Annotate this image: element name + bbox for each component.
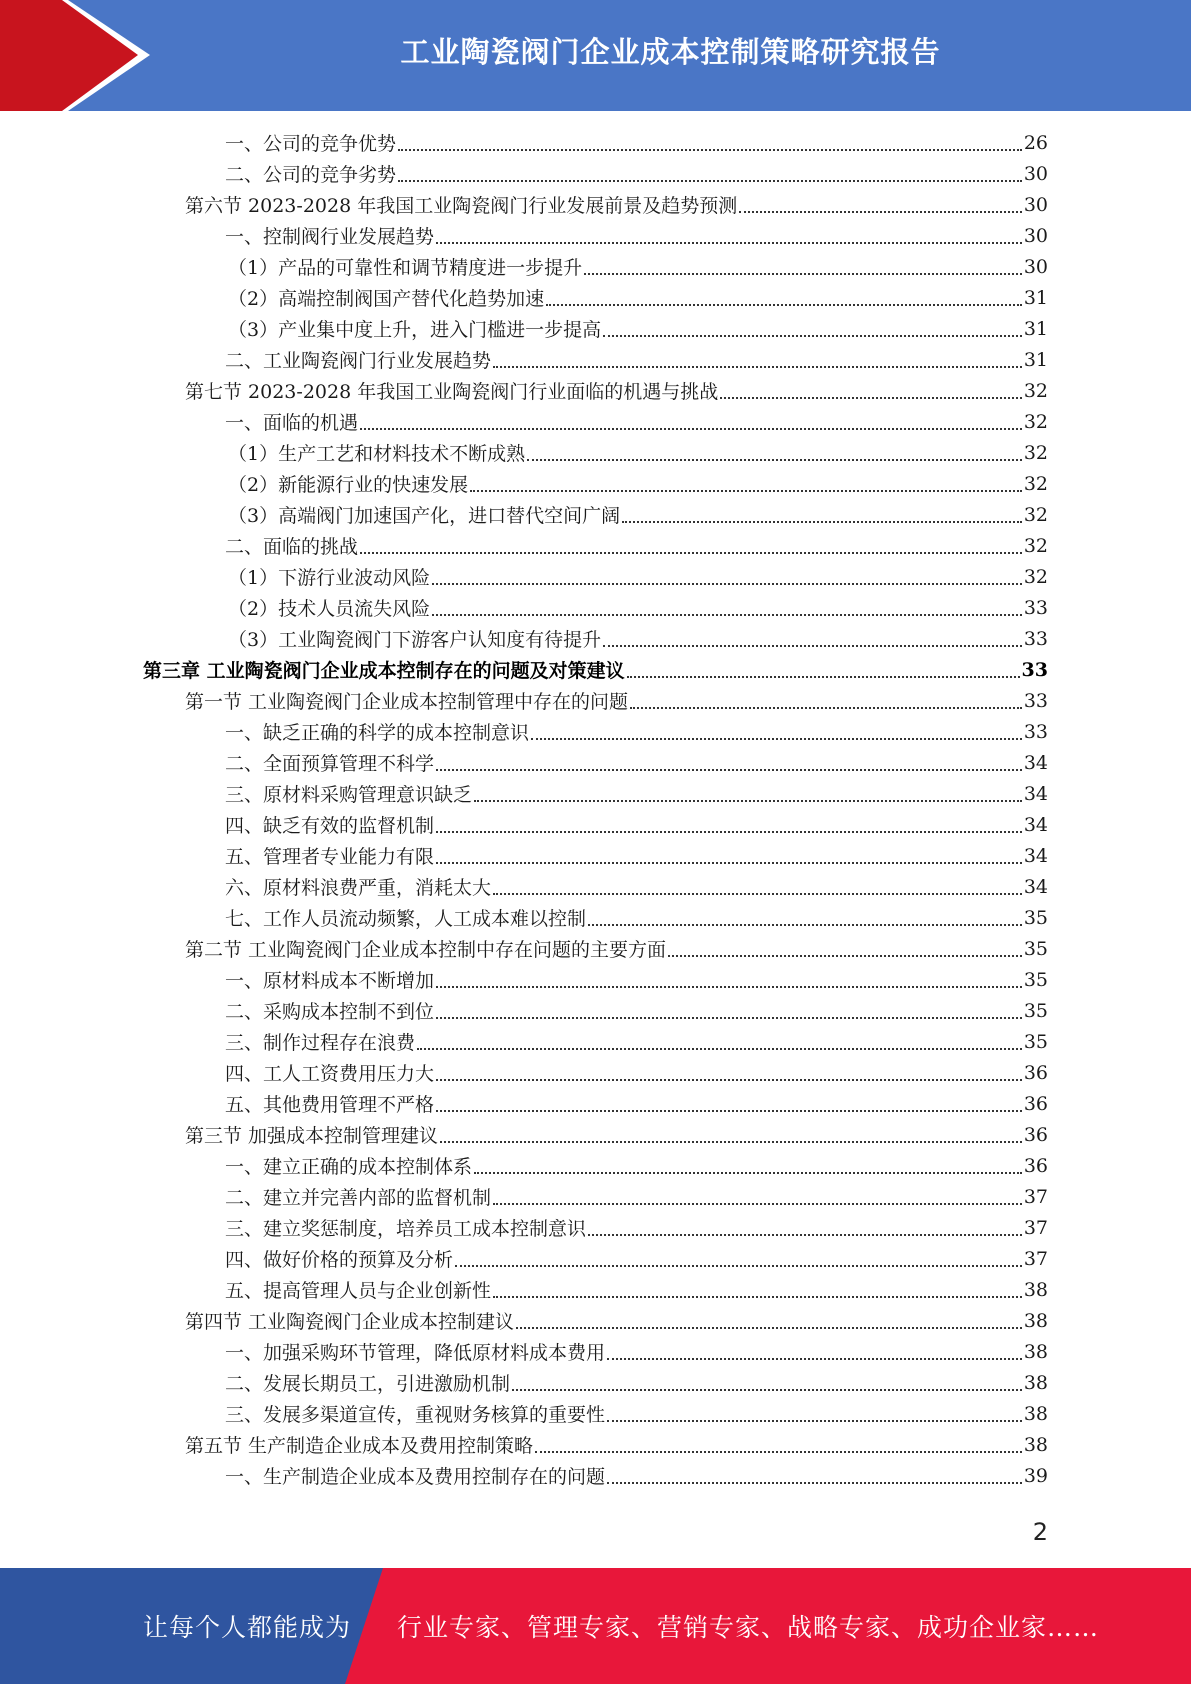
toc-entry-title: 三、发展多渠道宣传，重视财务核算的重要性	[225, 1404, 606, 1426]
toc-entry-title: 一、控制阀行业发展趋势	[225, 226, 435, 248]
toc-dot-leader	[474, 1172, 1022, 1174]
toc-subsection-entry[interactable]	[225, 1088, 1048, 1119]
toc-dot-leader	[436, 1110, 1022, 1112]
toc-entry-title: 第七节 2023-2028 年我国工业陶瓷阀门行业面临的机遇与挑战	[185, 381, 719, 403]
toc-entry-title: 二、建立并完善内部的监督机制	[225, 1187, 492, 1209]
toc-subsection-entry[interactable]	[225, 1181, 1048, 1212]
toc-subsection-entry[interactable]	[225, 1243, 1048, 1274]
toc-entry-title: 一、面临的机遇	[225, 412, 359, 434]
toc-dot-leader	[627, 676, 1020, 678]
toc-dot-leader	[603, 335, 1022, 337]
toc-dot-leader	[527, 459, 1022, 461]
toc-entry-title: （1）下游行业波动风险	[228, 567, 431, 589]
toc-dot-leader	[516, 1327, 1022, 1329]
toc-entry-title: 二、工业陶瓷阀门行业发展趋势	[225, 350, 492, 372]
toc-entry-page: 37	[1023, 1185, 1048, 1208]
toc-dot-leader	[436, 1017, 1022, 1019]
toc-subsection-entry[interactable]	[225, 1336, 1048, 1367]
toc-dot-leader	[535, 1451, 1022, 1453]
toc-subsection-entry[interactable]	[225, 1398, 1048, 1429]
toc-entry-title: 六、原材料浪费严重，消耗太大	[225, 877, 492, 899]
toc-entry-page: 33	[1021, 658, 1048, 681]
toc-entry-page: 31	[1023, 286, 1048, 309]
toc-dot-leader	[436, 242, 1022, 244]
toc-dot-leader	[607, 1482, 1022, 1484]
toc-entry-page: 38	[1023, 1402, 1048, 1425]
toc-entry-page: 36	[1023, 1154, 1048, 1177]
toc-entry-page: 38	[1023, 1278, 1048, 1301]
toc-entry-title: （3）高端阀门加速国产化，进口替代空间广阔	[228, 505, 621, 527]
toc-subsection-entry[interactable]	[225, 716, 1048, 747]
toc-entry-page: 30	[1023, 193, 1048, 216]
page-header	[0, 0, 1191, 111]
toc-entry-page: 38	[1023, 1433, 1048, 1456]
toc-subsection-entry[interactable]	[228, 592, 1048, 623]
toc-dot-leader	[432, 583, 1022, 585]
toc-dot-leader	[436, 769, 1022, 771]
toc-dot-leader	[607, 1358, 1022, 1360]
toc-entry-page: 26	[1023, 131, 1048, 154]
toc-entry-title: 三、制作过程存在浪费	[225, 1032, 416, 1054]
toc-subsection-entry[interactable]	[225, 840, 1048, 871]
toc-entry-page: 32	[1023, 534, 1048, 557]
toc-entry-title: 第三节 加强成本控制管理建议	[185, 1125, 439, 1147]
toc-dot-leader	[493, 1296, 1022, 1298]
toc-entry-page: 35	[1023, 937, 1048, 960]
toc-subsection-entry[interactable]	[225, 809, 1048, 840]
toc-entry-page: 38	[1023, 1371, 1048, 1394]
page-number: 2	[1032, 1518, 1048, 1546]
toc-entry-title: 四、工人工资费用压力大	[225, 1063, 435, 1085]
toc-entry-title: 一、建立正确的成本控制体系	[225, 1156, 473, 1178]
toc-dot-leader	[398, 180, 1022, 182]
toc-entry-title: 一、原材料成本不断增加	[225, 970, 435, 992]
toc-dot-leader	[622, 521, 1022, 523]
toc-entry-title: 第二节 工业陶瓷阀门企业成本控制中存在问题的主要方面	[185, 939, 667, 961]
toc-entry-title: 二、采购成本控制不到位	[225, 1001, 435, 1023]
footer-slogan-left: 让每个人都能成为	[143, 1613, 352, 1642]
toc-entry-title: （1）生产工艺和材料技术不断成熟	[228, 443, 526, 465]
toc-entry-page: 32	[1023, 410, 1048, 433]
toc-entry-page: 32	[1023, 472, 1048, 495]
toc-subsection-entry[interactable]	[228, 282, 1048, 313]
toc-dot-leader	[720, 397, 1022, 399]
toc-dot-leader	[493, 893, 1022, 895]
toc-dot-leader	[603, 645, 1022, 647]
toc-entry-title: 七、工作人员流动频繁，人工成本难以控制	[225, 908, 587, 930]
toc-entry-page: 33	[1023, 720, 1048, 743]
page-footer	[0, 1568, 1191, 1684]
toc-entry-title: 一、生产制造企业成本及费用控制存在的问题	[225, 1466, 606, 1488]
toc-entry-page: 36	[1023, 1061, 1048, 1084]
toc-dot-leader	[531, 738, 1022, 740]
toc-dot-leader	[588, 924, 1022, 926]
toc-entry-title: 第三章 工业陶瓷阀门企业成本控制存在的问题及对策建议	[143, 660, 625, 682]
toc-subsection-entry[interactable]	[225, 1212, 1048, 1243]
toc-entry-title: 一、缺乏正确的科学的成本控制意识	[225, 722, 530, 744]
toc-dot-leader	[470, 490, 1022, 492]
toc-subsection-entry[interactable]	[225, 220, 1048, 251]
toc-entry-title: （2）技术人员流失风险	[228, 598, 431, 620]
toc-entry-page: 34	[1023, 782, 1048, 805]
toc-entry-page: 32	[1023, 503, 1048, 526]
toc-entry-title: 三、建立奖惩制度，培养员工成本控制意识	[225, 1218, 587, 1240]
toc-dot-leader	[398, 149, 1022, 151]
toc-entry-page: 39	[1023, 1464, 1048, 1487]
toc-entry-title: 五、管理者专业能力有限	[225, 846, 435, 868]
toc-dot-leader	[474, 800, 1022, 802]
toc-dot-leader	[546, 304, 1022, 306]
toc-entry-title: 二、发展长期员工，引进激励机制	[225, 1373, 511, 1395]
toc-entry-title: （1）产品的可靠性和调节精度进一步提升	[228, 257, 583, 279]
toc-dot-leader	[436, 862, 1022, 864]
toc-entry-page: 35	[1023, 906, 1048, 929]
toc-subsection-entry[interactable]	[225, 1026, 1048, 1057]
toc-subsection-entry[interactable]	[225, 747, 1048, 778]
toc-entry-page: 33	[1023, 689, 1048, 712]
toc-entry-page: 34	[1023, 844, 1048, 867]
toc-entry-page: 35	[1023, 999, 1048, 1022]
toc-entry-page: 33	[1023, 596, 1048, 619]
toc-subsection-entry[interactable]	[228, 437, 1048, 468]
toc-subsection-entry[interactable]	[225, 530, 1048, 561]
toc-dot-leader	[588, 1234, 1022, 1236]
toc-entry-page: 38	[1023, 1309, 1048, 1332]
toc-section-entry[interactable]	[185, 933, 1048, 964]
toc-dot-leader	[436, 986, 1022, 988]
toc-subsection-entry[interactable]	[225, 127, 1048, 158]
toc-entry-title: 三、原材料采购管理意识缺乏	[225, 784, 473, 806]
toc-entry-page: 30	[1023, 224, 1048, 247]
toc-entry-title: 第一节 工业陶瓷阀门企业成本控制管理中存在的问题	[185, 691, 629, 713]
toc-entry-page: 34	[1023, 751, 1048, 774]
toc-entry-page: 31	[1023, 317, 1048, 340]
toc-entry-title: 五、提高管理人员与企业创新性	[225, 1280, 492, 1302]
toc-section-entry[interactable]	[185, 1305, 1048, 1336]
toc-subsection-entry[interactable]	[225, 406, 1048, 437]
toc-subsection-entry[interactable]	[225, 964, 1048, 995]
toc-dot-leader	[360, 428, 1022, 430]
toc-subsection-entry[interactable]	[228, 499, 1048, 530]
toc-entry-page: 34	[1023, 813, 1048, 836]
toc-entry-page: 36	[1023, 1123, 1048, 1146]
toc-section-entry[interactable]	[185, 375, 1048, 406]
toc-subsection-entry[interactable]	[228, 251, 1048, 282]
toc-subsection-entry[interactable]	[228, 623, 1048, 654]
toc-chapter-entry[interactable]	[143, 654, 1048, 685]
toc-entry-page: 30	[1023, 255, 1048, 278]
toc-entry-title: 二、公司的竞争劣势	[225, 164, 397, 186]
toc-entry-title: 二、面临的挑战	[225, 536, 359, 558]
toc-entry-page: 33	[1023, 627, 1048, 650]
toc-entry-title: 一、加强采购环节管理，降低原材料成本费用	[225, 1342, 606, 1364]
toc-entry-page: 30	[1023, 162, 1048, 185]
toc-subsection-entry[interactable]	[225, 995, 1048, 1026]
toc-section-entry[interactable]	[185, 685, 1048, 716]
toc-section-entry[interactable]	[185, 1429, 1048, 1460]
toc-entry-title: 五、其他费用管理不严格	[225, 1094, 435, 1116]
toc-subsection-entry[interactable]	[228, 561, 1048, 592]
toc-subsection-entry[interactable]	[228, 468, 1048, 499]
toc-subsection-entry[interactable]	[225, 1274, 1048, 1305]
toc-entry-page: 36	[1023, 1092, 1048, 1115]
report-title: 工业陶瓷阀门企业成本控制策略研究报告	[400, 34, 941, 69]
toc-entry-page: 32	[1023, 441, 1048, 464]
toc-entry-title: 一、公司的竞争优势	[225, 133, 397, 155]
toc-entry-page: 32	[1023, 379, 1048, 402]
toc-subsection-entry[interactable]	[225, 778, 1048, 809]
toc-dot-leader	[493, 366, 1022, 368]
toc-dot-leader	[668, 955, 1022, 957]
toc-dot-leader	[512, 1389, 1022, 1391]
toc-dot-leader	[493, 1203, 1022, 1205]
toc-subsection-entry[interactable]	[225, 871, 1048, 902]
toc-entry-title: 二、全面预算管理不科学	[225, 753, 435, 775]
toc-entry-title: （2）新能源行业的快速发展	[228, 474, 469, 496]
toc-entry-title: 第四节 工业陶瓷阀门企业成本控制建议	[185, 1311, 515, 1333]
toc-entry-title: 四、缺乏有效的监督机制	[225, 815, 435, 837]
toc-entry-page: 32	[1023, 565, 1048, 588]
toc-dot-leader	[436, 831, 1022, 833]
toc-dot-leader	[630, 707, 1022, 709]
toc-entry-page: 31	[1023, 348, 1048, 371]
toc-dot-leader	[440, 1141, 1022, 1143]
toc-dot-leader	[432, 614, 1022, 616]
toc-entry-title: （2）高端控制阀国产替代化趋势加速	[228, 288, 545, 310]
toc-dot-leader	[455, 1265, 1022, 1267]
toc-dot-leader	[360, 552, 1022, 554]
toc-dot-leader	[739, 211, 1022, 213]
toc-entry-page: 37	[1023, 1247, 1048, 1270]
toc-entry-title: 四、做好价格的预算及分析	[225, 1249, 454, 1271]
toc-subsection-entry[interactable]	[225, 1150, 1048, 1181]
toc-subsection-entry[interactable]	[228, 313, 1048, 344]
toc-subsection-entry[interactable]	[225, 158, 1048, 189]
toc-section-entry[interactable]	[185, 1119, 1048, 1150]
toc-dot-leader	[584, 273, 1022, 275]
toc-subsection-entry[interactable]	[225, 1057, 1048, 1088]
toc-entry-page: 34	[1023, 875, 1048, 898]
toc-dot-leader	[436, 1079, 1022, 1081]
toc-dot-leader	[607, 1420, 1022, 1422]
toc-entry-title: 第五节 生产制造企业成本及费用控制策略	[185, 1435, 534, 1457]
toc-dot-leader	[417, 1048, 1022, 1050]
toc-entry-title: （3）工业陶瓷阀门下游客户认知度有待提升	[228, 629, 602, 651]
toc-entry-page: 35	[1023, 1030, 1048, 1053]
toc-subsection-entry[interactable]	[225, 344, 1048, 375]
toc-section-entry[interactable]	[185, 189, 1048, 220]
toc-subsection-entry[interactable]	[225, 902, 1048, 933]
toc-entry-page: 35	[1023, 968, 1048, 991]
toc-entry-title: （3）产业集中度上升，进入门槛进一步提高	[228, 319, 602, 341]
toc-entry-title: 第六节 2023-2028 年我国工业陶瓷阀门行业发展前景及趋势预测	[185, 195, 738, 217]
footer-slogan-right: 行业专家、管理专家、营销专家、战略专家、成功企业家……	[397, 1613, 1100, 1642]
toc-subsection-entry[interactable]	[225, 1367, 1048, 1398]
toc-subsection-entry[interactable]	[225, 1460, 1048, 1491]
toc-entry-page: 38	[1023, 1340, 1048, 1363]
toc-entry-page: 37	[1023, 1216, 1048, 1239]
